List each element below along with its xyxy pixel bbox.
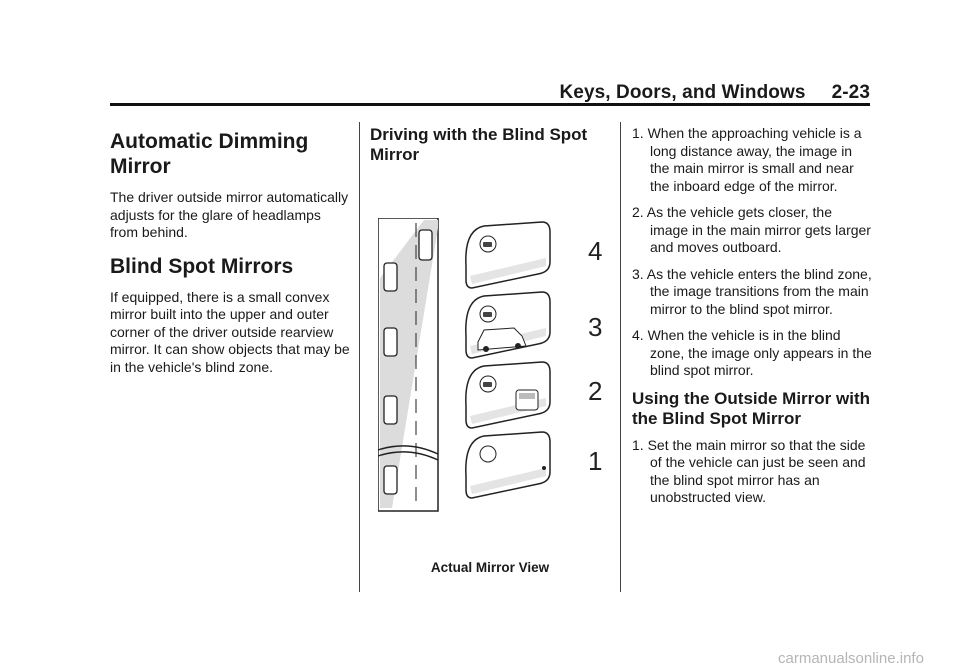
mirror-1 (466, 432, 550, 498)
figure-label-4: 4 (588, 236, 603, 266)
heading-using-outside-mirror: Using the Outside Mirror with the Blind Spot Mirror (632, 388, 871, 428)
list-item: 4. When the vehicle is in the blind zone, the image only appears in the blind spot mirror. (632, 327, 872, 378)
heading-driving-blind-spot: Driving with the Blind Spot Mirror (370, 125, 588, 164)
list-item: 3. As the vehicle enters the blind zone, the image transitions from the main mirror to the blind spot mirror. (632, 265, 872, 317)
figure-caption: Actual Mirror View (430, 560, 550, 575)
mirror-3 (466, 292, 550, 358)
car-position-3 (384, 328, 397, 356)
list-item: 2. As the vehicle gets closer, the image in the main mirror gets larger and moves outboard. (632, 204, 871, 255)
column-divider-2 (620, 122, 621, 592)
setup-list (632, 437, 872, 507)
column-1 (110, 125, 350, 388)
watermark: carmanualsonline.info (778, 650, 924, 667)
column-3 (632, 125, 872, 516)
column-divider-1 (359, 122, 360, 592)
list-item: 1. Set the main mirror so that the side of the vehicle can just be seen and the blind spot mirror has an unobstructed view. (632, 436, 866, 505)
paragraph-blind-spot: If equipped, there is a small convex mirror built into the upper and outer corner of the driver outside rearview mirror. It can show objects that may be in the vehicle's blind zone. (110, 288, 350, 375)
heading-automatic-dimming: Automatic Dimming Mirror (110, 130, 309, 178)
car-position-2 (384, 396, 397, 424)
column-2 (370, 125, 610, 173)
mirror-view-figure (378, 218, 608, 513)
header-rule (110, 103, 870, 106)
host-car (419, 230, 432, 260)
header-section: Keys, Doors, and Windows (559, 82, 806, 103)
car-position-4 (384, 263, 397, 291)
page-number: 2-23 (831, 82, 870, 103)
heading-blind-spot-mirrors: Blind Spot Mirrors (110, 254, 294, 278)
paragraph-auto-dimming: The driver outside mirror automatically adjusts for the glare of headlamps from behind. (110, 189, 349, 240)
steps-list (632, 125, 872, 380)
list-item: 1. When the approaching vehicle is a long distance away, the image in the main mirror is small and near the inboard edge of the mirror. (632, 125, 862, 194)
running-header (540, 82, 870, 104)
mirror-2 (466, 362, 550, 428)
car-position-1 (384, 466, 397, 494)
figure-label-1: 1 (588, 446, 603, 476)
figure-label-2: 2 (588, 376, 603, 406)
figure-label-3: 3 (588, 312, 603, 342)
mirror-4 (466, 222, 550, 288)
